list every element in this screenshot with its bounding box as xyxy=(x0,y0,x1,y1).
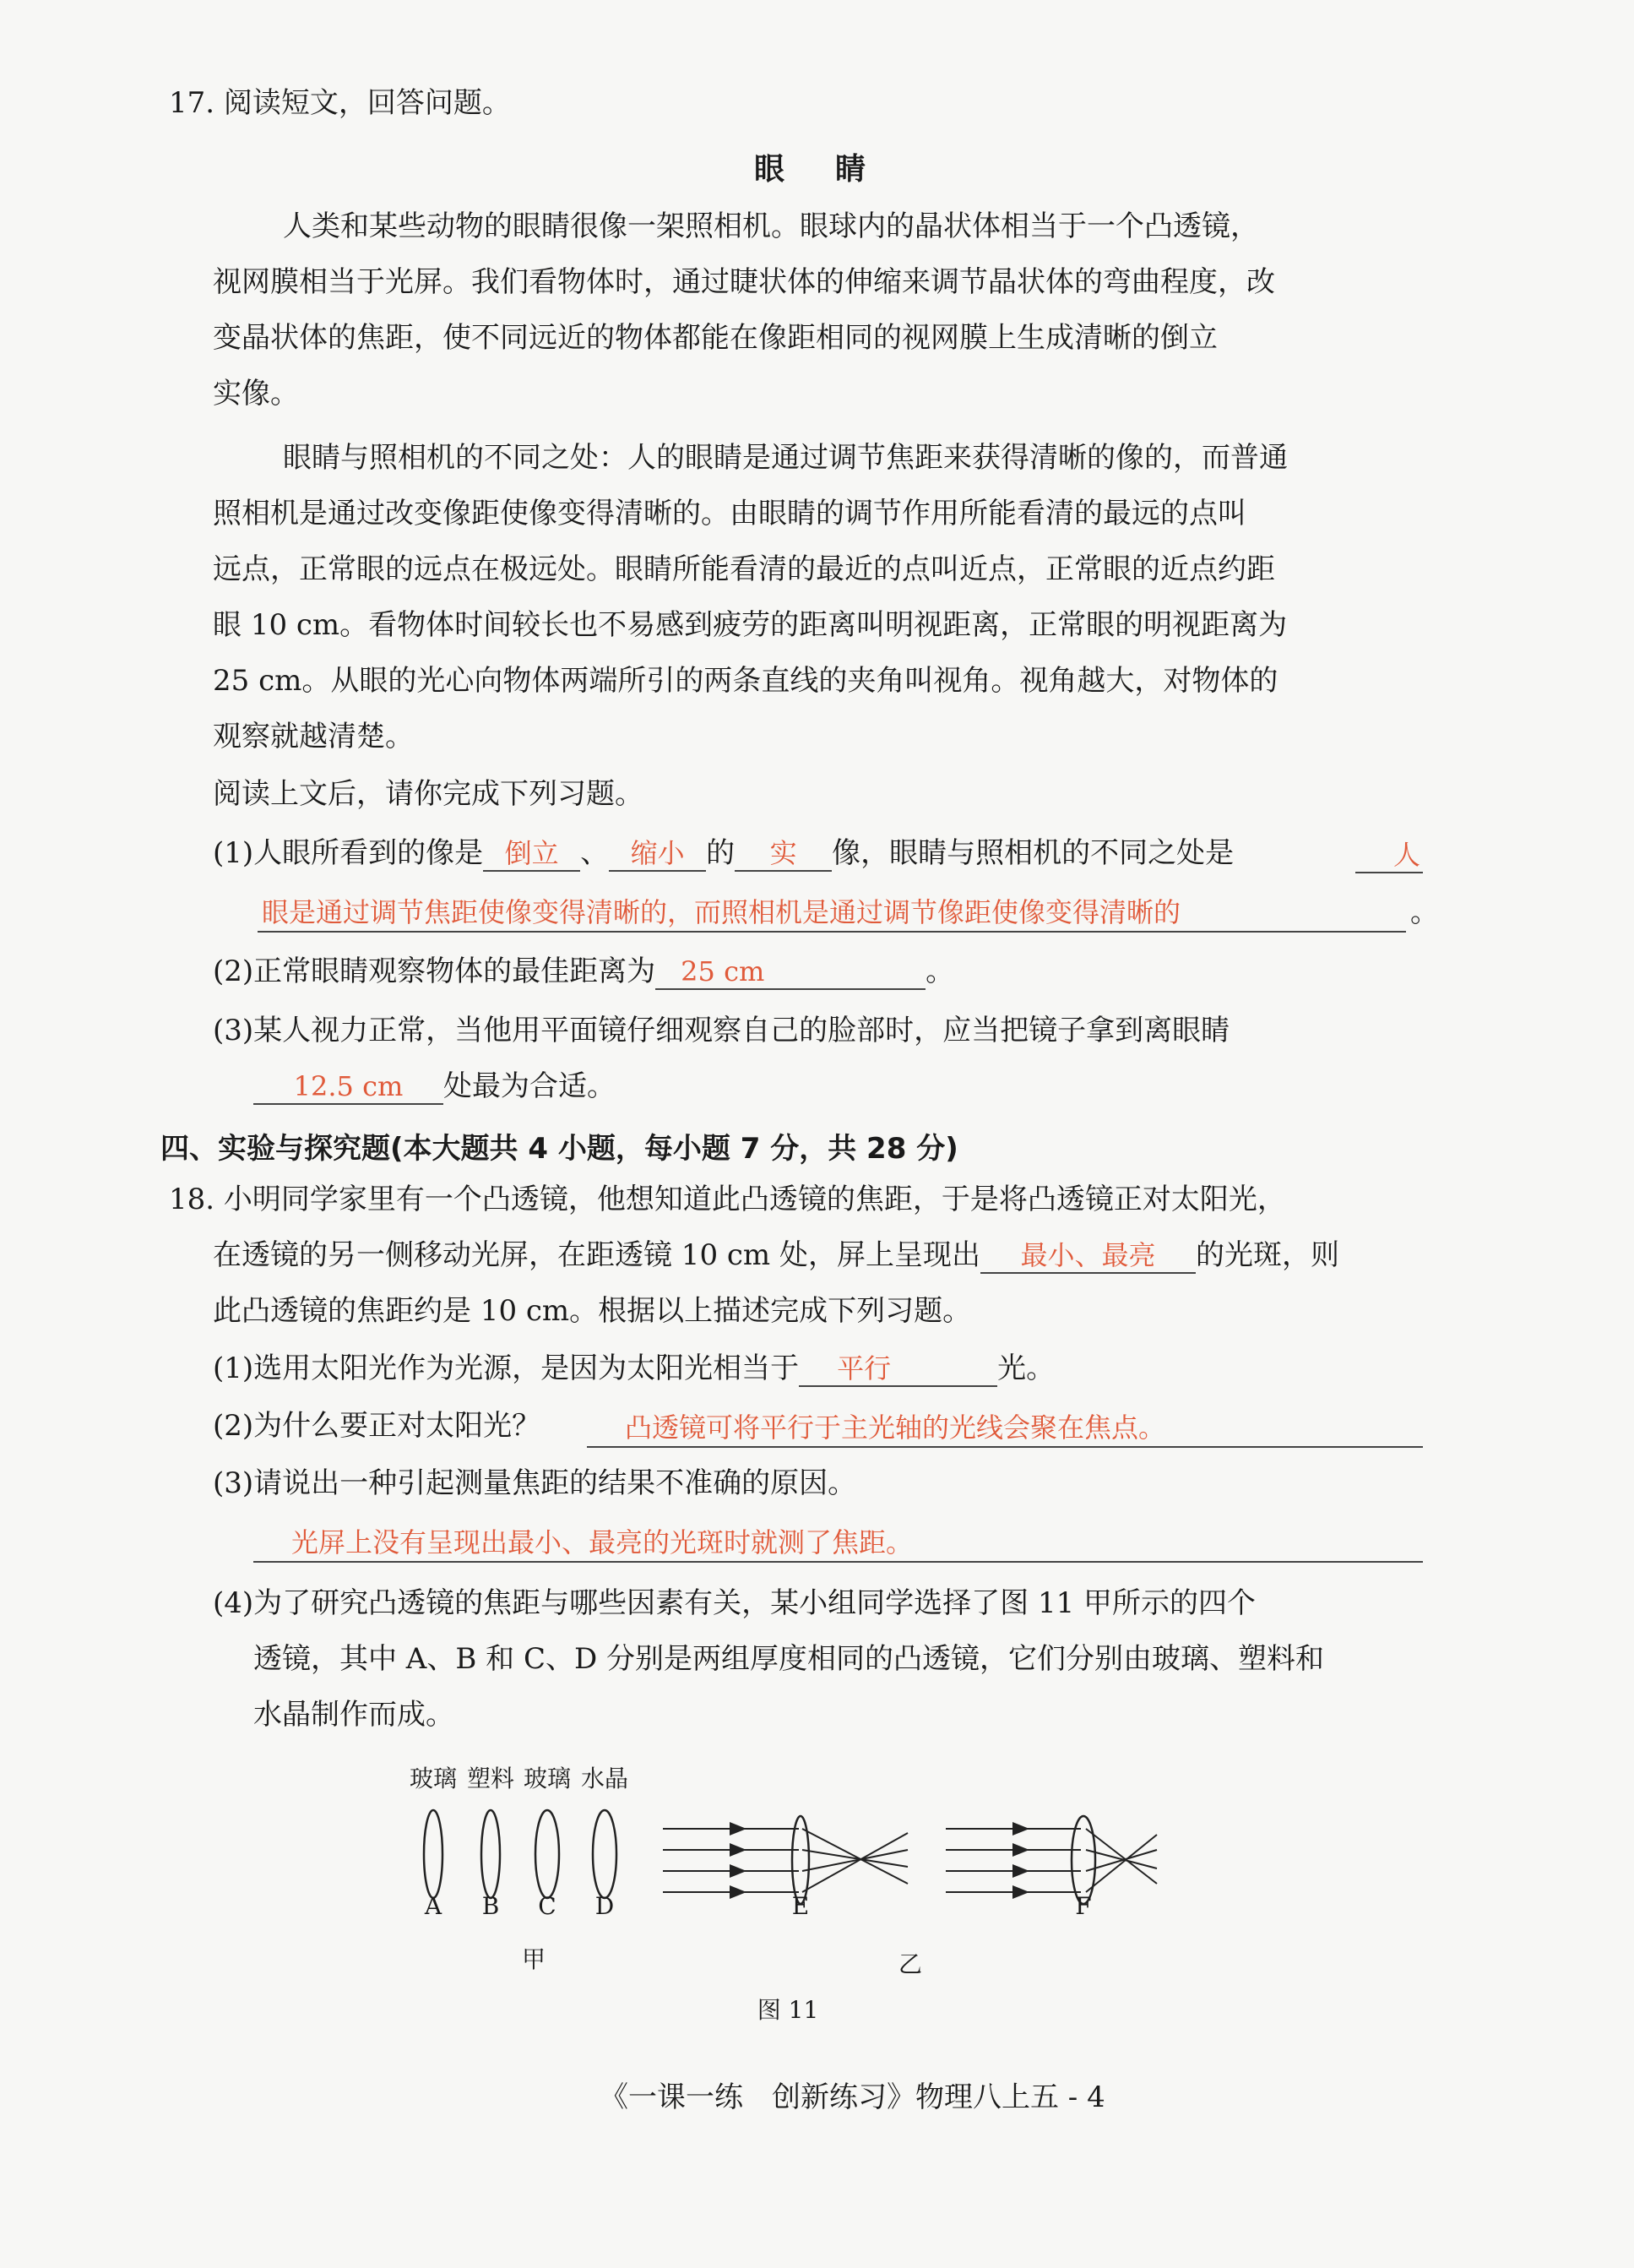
lens-letter-c: C xyxy=(538,1892,556,1920)
q17-sub1-answer-4-rest: 眼是通过调节焦距使像变得清晰的，而照相机是通过调节像距使像变得清晰的 xyxy=(262,896,1181,928)
passage-p2-line-4: 眼 10 cm。看物体时间较长也不易感到疲劳的距离叫明视距离，正常眼的明视距离为 xyxy=(213,608,1288,642)
q17-sub2-end: 。 xyxy=(926,955,955,988)
q18-sub2-question: (2)为什么要正对太阳光？ xyxy=(213,1409,541,1443)
q17-sub1-text-c: 的 xyxy=(706,836,736,870)
q18-line-1: 18. 小明同学家里有一个凸透镜，他想知道此凸透镜的焦距，于是将凸透镜正对太阳光， xyxy=(169,1183,1286,1216)
q17-sub1-text-d: 像，眼睛与照相机的不同之处是 xyxy=(832,836,1235,870)
passage-p2-line-3: 远点，正常眼的远点在极远处。眼睛所能看清的最近的点叫近点，正常眼的近点约距 xyxy=(213,552,1275,586)
q18-sub2-answer: 凸透镜可将平行于主光轴的光线会聚在焦点。 xyxy=(625,1411,1166,1444)
q17-sub3-text: 处最为合适。 xyxy=(443,1069,616,1103)
q17-sub3-line-1: (3)某人视力正常，当他用平面镜仔细观察自己的脸部时，应当把镜子拿到离眼睛 xyxy=(213,1014,1230,1047)
q17-sub2-text: (2)正常眼睛观察物体的最佳距离为 xyxy=(213,955,656,988)
q18-answer-spot: 最小、最亮 xyxy=(980,1238,1196,1274)
q17-sub1-line xyxy=(213,835,1234,872)
lens-e-ray-diagram xyxy=(663,1816,908,1904)
q17-sub2-answer: 25 cm xyxy=(655,955,926,990)
q17-sub3-line-2 xyxy=(253,1068,616,1105)
lens-f-ray-diagram xyxy=(946,1816,1157,1904)
passage-p2-line-2: 照相机是通过改变像距使像变得清晰的。由眼睛的调节作用所能看清的最远的点叫 xyxy=(213,497,1246,530)
material-label-a: 玻璃 xyxy=(409,1765,457,1792)
lens-d xyxy=(593,1810,616,1898)
lens-a xyxy=(424,1810,442,1898)
section4-heading: 四、实验与探究题(本大题共 4 小题，每小题 7 分，共 28 分) xyxy=(160,1132,958,1166)
passage-p2-line-5: 25 cm。从眼的光心向物体两端所引的两条直线的夹角叫视角。视角越大，对物体的 xyxy=(213,664,1278,698)
q18-sub3-question: (3)请说出一种引起测量焦距的结果不准确的原因。 xyxy=(213,1466,857,1500)
lens-letter-d: D xyxy=(594,1892,615,1920)
lens-letter-e: E xyxy=(791,1892,810,1920)
lens-c xyxy=(535,1810,559,1898)
lens-letter-a: A xyxy=(424,1892,442,1920)
q18-sub4-line-2: 透镜，其中 A、B 和 C、D 分别是两组厚度相同的凸透镜，它们分别由玻璃、塑料和 xyxy=(253,1642,1325,1676)
q17-sub1-end: 。 xyxy=(1410,895,1439,929)
material-label-b: 塑料 xyxy=(466,1765,514,1792)
q18-line-2 xyxy=(213,1237,1339,1274)
q18-sub4-line-3: 水晶制作而成。 xyxy=(253,1698,454,1732)
figure-caption: 图 11 xyxy=(757,1996,819,2024)
page-footer: 《一课一练 创新练习》物理八上五 - 4 xyxy=(600,2080,1105,2114)
q18-line-2-text-a: 在透镜的另一侧移动光屏，在距透镜 10 cm 处，屏上呈现出 xyxy=(213,1238,980,1272)
q18-sub1-answer: 平行 xyxy=(799,1352,997,1387)
instruction: 阅读上文后，请你完成下列习题。 xyxy=(213,777,643,811)
q18-sub3-answer-line xyxy=(253,1561,1423,1563)
q17-sub1-answer-2: 缩小 xyxy=(609,836,706,872)
q18-sub3-answer: 光屏上没有呈现出最小、最亮的光斑时就测了焦距。 xyxy=(291,1526,914,1558)
sub-figure-yi-label: 乙 xyxy=(898,1950,922,1978)
lens-b xyxy=(481,1810,500,1898)
q17-sub1-answer-3: 实 xyxy=(735,836,832,872)
q18-sub2-answer-line xyxy=(587,1446,1423,1448)
material-label-d: 水晶 xyxy=(580,1765,628,1792)
q17-heading: 17. 阅读短文，回答问题。 xyxy=(169,86,511,120)
q17-sub1-answer-4-line-1 xyxy=(1355,872,1423,873)
q17-sub1-answer-4-line-2 xyxy=(258,931,1406,933)
passage-p1-line-1: 人类和某些动物的眼睛很像一架照相机。眼球内的晶状体相当于一个凸透镜， xyxy=(283,209,1259,243)
q18-sub1-text-a: (1)选用太阳光作为光源，是因为太阳光相当于 xyxy=(213,1352,800,1385)
passage-p1-line-4: 实像。 xyxy=(213,377,299,411)
passage-p1-line-3: 变晶状体的焦距，使不同远近的物体都能在像距相同的视网膜上生成清晰的倒立 xyxy=(213,321,1218,355)
q17-sub2-line xyxy=(213,953,954,990)
q18-line-3: 此凸透镜的焦距约是 10 cm。根据以上描述完成下列习题。 xyxy=(213,1294,972,1328)
passage-p2-line-6: 观察就越清楚。 xyxy=(213,720,414,753)
passage-p2-line-1: 眼睛与照相机的不同之处：人的眼睛是通过调节焦距来获得清晰的像的，而普通 xyxy=(283,441,1288,475)
passage-p1-line-2: 视网膜相当于光屏。我们看物体时，通过睫状体的伸缩来调节晶状体的弯曲程度，改 xyxy=(213,265,1275,299)
q18-line-2-text-b: 的光斑，则 xyxy=(1195,1238,1339,1272)
material-label-c: 玻璃 xyxy=(523,1765,571,1792)
sub-figure-jia-label: 甲 xyxy=(521,1945,546,1973)
q17-sub1-text-a: (1)人眼所看到的像是 xyxy=(213,836,484,870)
q18-sub4-line-1: (4)为了研究凸透镜的焦距与哪些因素有关，某小组同学选择了图 11 甲所示的四个 xyxy=(213,1586,1257,1620)
q17-sub1-answer-1: 倒立 xyxy=(483,836,580,872)
q17-sub3-answer: 12.5 cm xyxy=(253,1069,443,1105)
lens-letter-b: B xyxy=(481,1892,500,1920)
q18-sub1-line xyxy=(213,1350,1055,1387)
q18-sub1-text-b: 光。 xyxy=(997,1352,1056,1385)
lens-letter-f: F xyxy=(1075,1892,1092,1920)
q17-sub1-answer-4-start: 人 xyxy=(1393,839,1421,871)
q17-sub1-text-b: 、 xyxy=(580,836,610,870)
passage-title: 眼睛 xyxy=(754,151,917,187)
